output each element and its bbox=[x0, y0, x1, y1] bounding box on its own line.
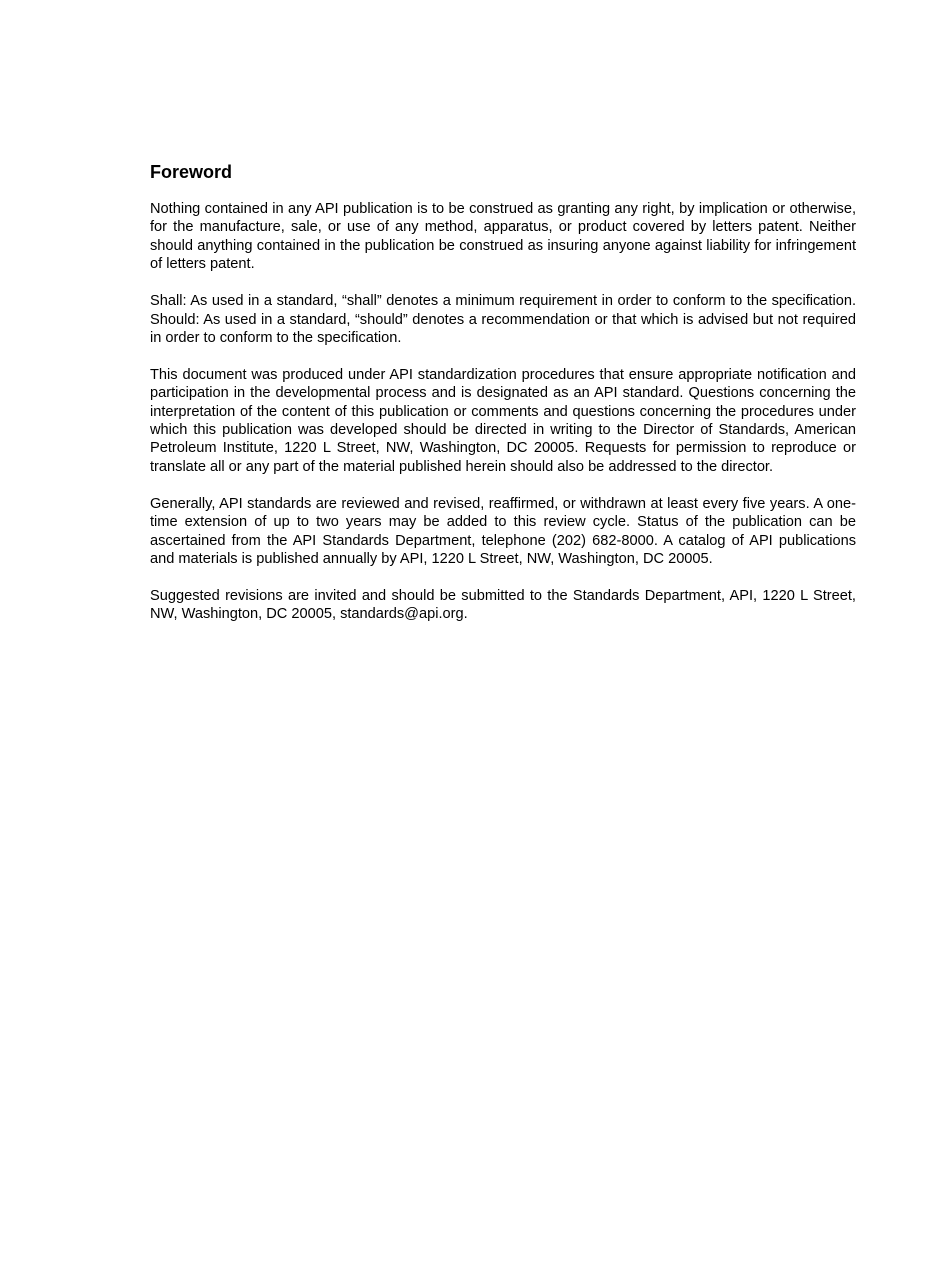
paragraph-suggested-revisions: Suggested revisions are invited and should be submitted to the Standards Department, API, 1220 L Street, NW, Washington, DC 20005, standards@api.org. bbox=[150, 587, 856, 623]
paragraph-patent-disclaimer: Nothing contained in any API publication is to be construed as granting any right, by implication or otherwise, for the manufacture, sale, or use of any method, apparatus, or product covered by letters patent. Neither should anything contained in the publication be construed as insuring anyone against liability for infringement of letters patent. bbox=[150, 201, 856, 273]
foreword-section bbox=[150, 160, 856, 642]
section-heading: Foreword bbox=[150, 162, 233, 182]
paragraph-standardization-procedures: This document was produced under API standardization procedures that ensure appropriate notification and participation in the developmental process and is designated as an API standard. Questions concerning the interpretation of the content of this publication or comments and questions concerning the procedures under which this publication was developed should be directed in writing to the Director of Standards, American Petroleum Institute, 1220 L Street, NW, Washington, DC 20005. Requests for permission to reproduce or translate all or any part of the material published herein should also be addressed to the director. bbox=[150, 366, 856, 475]
paragraph-review-cycle: Generally, API standards are reviewed and revised, reaffirmed, or withdrawn at least every five years. A one-time extension of up to two years may be added to this review cycle. Status of the publication can be ascertained from the API Standards Department, telephone (202) 682-8000. A catalog of API publications and materials is published annually by API, 1220 L Street, NW, Washington, DC 20005. bbox=[150, 495, 856, 567]
paragraph-shall-should: Shall: As used in a standard, “shall” denotes a minimum requirement in order to conform to the specification. Should: As used in a standard, “should” denotes a recommendation or that which is advised but not required in order to conform to the specification. bbox=[150, 293, 856, 346]
